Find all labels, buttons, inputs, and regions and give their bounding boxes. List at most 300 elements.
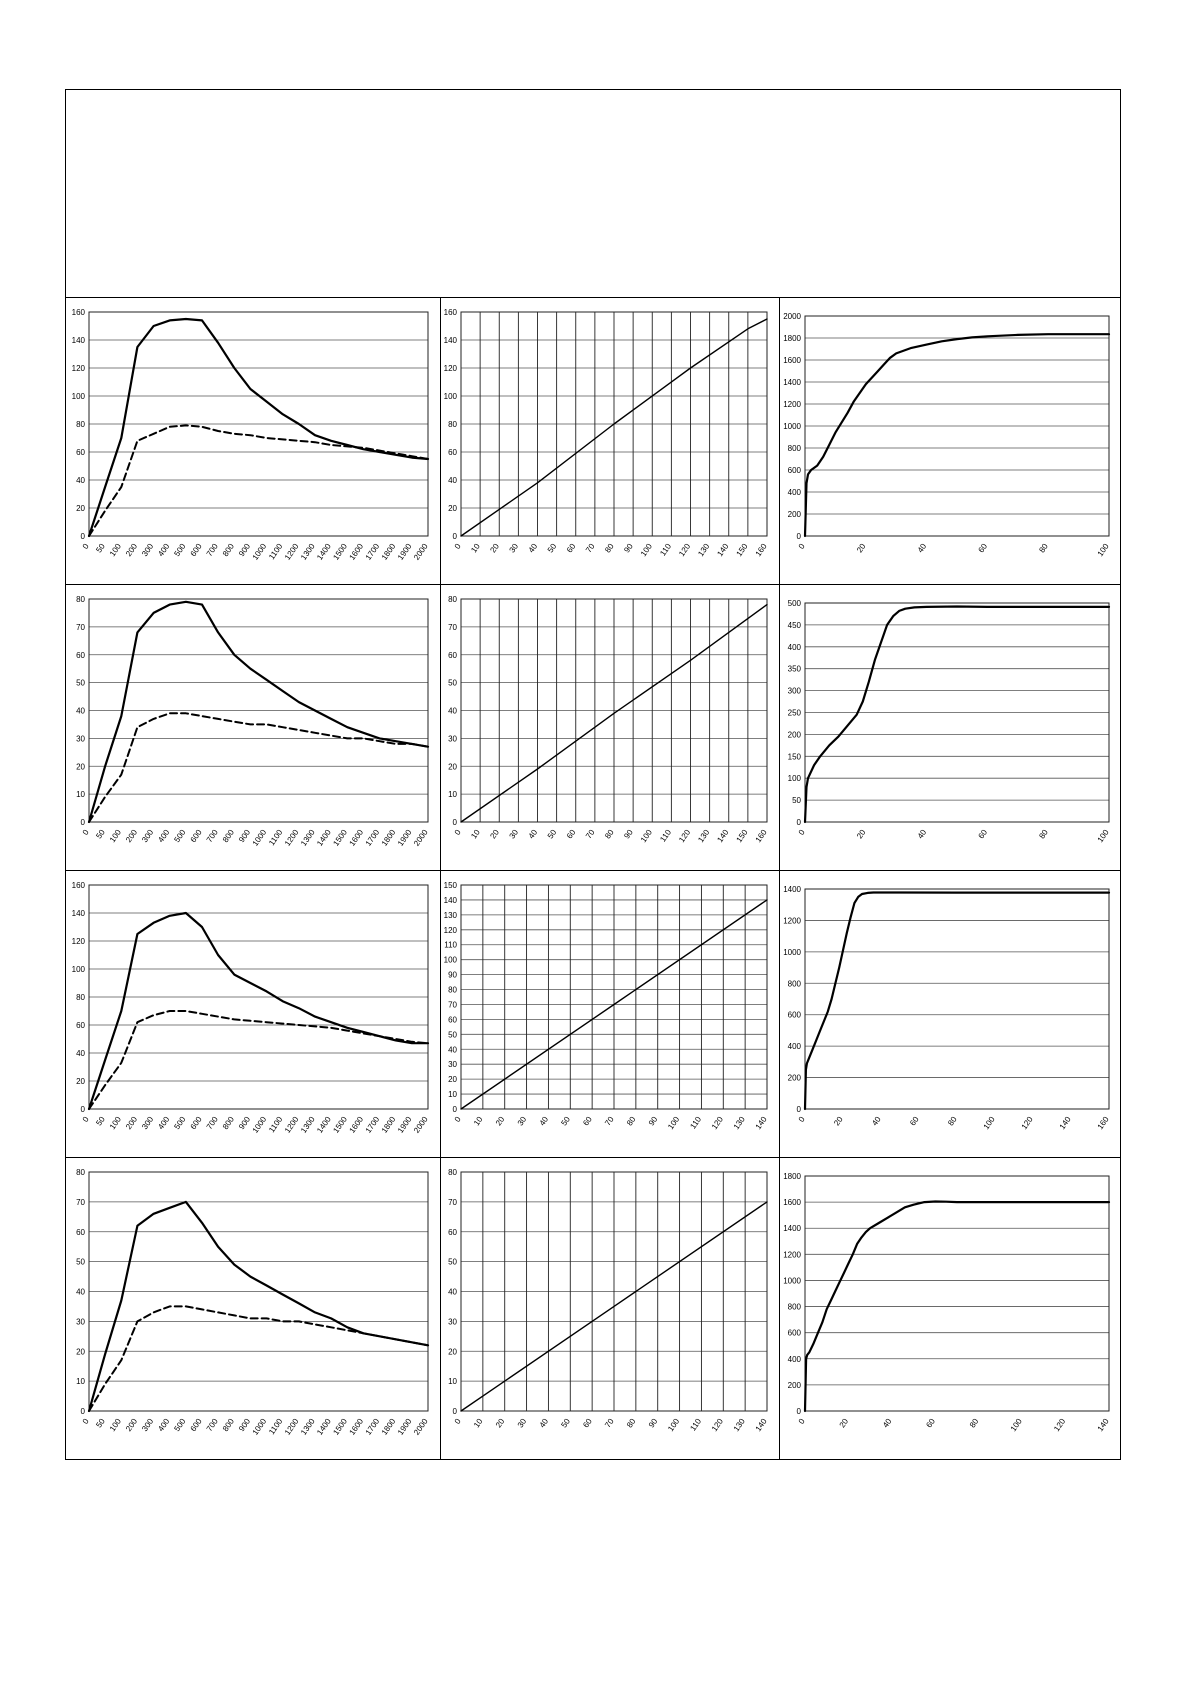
x-tick-label: 140 <box>715 541 731 559</box>
y-tick-label: 90 <box>448 970 457 980</box>
y-tick-label: 400 <box>787 642 801 652</box>
x-tick-label: 60 <box>908 1114 921 1128</box>
x-tick-label: 60 <box>581 1416 594 1430</box>
x-tick-label: 40 <box>870 1114 883 1128</box>
y-tick-label: 50 <box>76 678 85 688</box>
y-tick-label: 70 <box>448 1000 457 1010</box>
y-tick-label: 1600 <box>783 1198 801 1208</box>
x-tick-label: 140 <box>1095 1416 1111 1434</box>
x-tick-label: 150 <box>734 541 750 559</box>
x-tick-label: 800 <box>220 827 236 845</box>
x-tick-label: 90 <box>622 827 635 841</box>
x-tick-label: 0 <box>452 1416 463 1426</box>
y-tick-label: 0 <box>80 1407 85 1416</box>
x-tick-label: 0 <box>452 827 463 837</box>
chart-r1-c1 <box>66 298 440 584</box>
x-tick-label: 0 <box>796 827 807 837</box>
x-tick-label: 1700 <box>363 1416 382 1437</box>
x-tick-label: 800 <box>220 541 236 559</box>
y-tick-label: 0 <box>80 1105 85 1114</box>
figure-sheet <box>65 89 1121 1460</box>
chart-r4-c2 <box>441 1158 779 1459</box>
x-tick-label: 10 <box>472 1416 485 1430</box>
x-tick-label: 80 <box>625 1416 638 1430</box>
y-tick-label: 400 <box>787 1354 801 1364</box>
y-tick-label: 30 <box>76 1317 85 1327</box>
x-tick-label: 100 <box>107 1114 123 1132</box>
x-tick-label: 1400 <box>315 1416 333 1437</box>
plot-group <box>76 595 430 848</box>
x-tick-label: 50 <box>94 541 107 555</box>
x-tick-label: 20 <box>854 541 868 555</box>
x-tick-label: 1400 <box>315 1114 333 1135</box>
x-tick-label: 1100 <box>267 1114 285 1135</box>
y-tick-label: 1800 <box>783 1172 801 1181</box>
plot-group <box>72 881 430 1135</box>
x-tick-label: 60 <box>976 827 990 841</box>
x-tick-label: 100 <box>107 541 123 559</box>
series-line-dashed <box>89 1011 428 1109</box>
x-tick-label: 1500 <box>331 1114 349 1135</box>
x-tick-label: 120 <box>709 1416 725 1434</box>
x-tick-label: 700 <box>204 827 220 845</box>
y-tick-label: 1600 <box>783 356 801 365</box>
x-tick-label: 60 <box>581 1114 594 1128</box>
y-tick-label: 1000 <box>783 1276 801 1286</box>
y-tick-label: 80 <box>76 993 85 1002</box>
y-tick-label: 1400 <box>783 1224 801 1234</box>
y-tick-label: 40 <box>76 706 85 716</box>
plot-group <box>444 881 769 1131</box>
x-tick-label: 120 <box>1019 1114 1035 1132</box>
y-tick-label: 300 <box>787 686 801 696</box>
x-tick-label: 140 <box>753 1114 769 1132</box>
y-tick-label: 140 <box>443 336 457 345</box>
y-tick-label: 400 <box>787 1042 801 1052</box>
x-tick-label: 1700 <box>363 1114 382 1135</box>
x-tick-label: 100 <box>107 1416 123 1434</box>
x-tick-label: 1400 <box>315 541 333 562</box>
plot-area <box>805 889 1109 1109</box>
x-tick-label: 1000 <box>250 827 269 848</box>
y-tick-label: 800 <box>787 444 801 453</box>
y-tick-label: 350 <box>787 664 801 674</box>
plot-group <box>783 1172 1111 1433</box>
chart-r3-c1 <box>66 871 440 1157</box>
x-tick-label: 400 <box>156 541 172 559</box>
y-tick-label: 50 <box>448 678 457 688</box>
y-tick-label: 10 <box>76 790 85 800</box>
x-tick-label: 40 <box>915 541 929 555</box>
y-tick-label: 20 <box>76 1347 85 1357</box>
y-tick-label: 40 <box>448 476 457 485</box>
y-tick-label: 1000 <box>783 947 801 957</box>
y-tick-label: 40 <box>448 1045 457 1055</box>
plot-group <box>783 885 1111 1131</box>
chart-r1-c3 <box>780 298 1121 584</box>
y-tick-label: 130 <box>443 910 457 920</box>
x-tick-label: 1900 <box>395 827 414 848</box>
x-tick-label: 110 <box>658 541 674 558</box>
y-tick-label: 0 <box>796 532 801 541</box>
y-tick-label: 140 <box>443 895 457 905</box>
x-tick-label: 130 <box>731 1416 747 1434</box>
x-tick-label: 130 <box>696 827 712 845</box>
x-tick-label: 130 <box>731 1114 747 1132</box>
x-tick-label: 40 <box>915 827 929 841</box>
y-tick-label: 30 <box>448 1317 457 1327</box>
y-tick-label: 110 <box>444 940 457 950</box>
x-tick-label: 30 <box>515 1416 529 1430</box>
y-tick-label: 20 <box>448 504 457 513</box>
x-tick-label: 70 <box>584 541 597 555</box>
y-tick-label: 80 <box>76 1168 85 1177</box>
chart-r3-c3 <box>780 871 1121 1157</box>
y-tick-label: 80 <box>76 420 85 429</box>
x-tick-label: 110 <box>658 827 674 844</box>
x-tick-label: 300 <box>140 541 156 559</box>
y-tick-label: 80 <box>76 595 85 604</box>
x-tick-label: 1600 <box>347 827 366 848</box>
x-tick-label: 1500 <box>331 1416 349 1437</box>
y-tick-label: 10 <box>448 1377 457 1387</box>
y-tick-label: 60 <box>448 448 457 457</box>
y-tick-label: 600 <box>787 466 801 475</box>
x-tick-label: 0 <box>80 827 91 837</box>
x-tick-label: 50 <box>94 827 107 841</box>
x-tick-label: 20 <box>488 827 501 841</box>
x-tick-label: 200 <box>124 541 140 559</box>
y-tick-label: 0 <box>452 1407 457 1416</box>
x-tick-label: 200 <box>124 1114 140 1132</box>
y-tick-label: 1200 <box>783 916 801 926</box>
y-tick-label: 30 <box>448 734 457 744</box>
x-tick-label: 0 <box>80 1114 91 1124</box>
plot-area <box>805 1176 1109 1411</box>
x-tick-label: 30 <box>515 1114 529 1128</box>
x-tick-label: 600 <box>188 541 204 559</box>
x-tick-label: 0 <box>796 1114 807 1124</box>
x-tick-label: 120 <box>1052 1416 1068 1434</box>
plot-group <box>788 599 1111 844</box>
x-tick-label: 1100 <box>267 827 285 848</box>
x-tick-label: 160 <box>753 541 769 559</box>
x-tick-label: 40 <box>881 1416 894 1430</box>
y-tick-label: 60 <box>76 448 85 457</box>
y-tick-label: 60 <box>448 1227 457 1237</box>
y-tick-label: 20 <box>448 1075 457 1085</box>
y-tick-label: 450 <box>787 620 801 630</box>
x-tick-label: 10 <box>472 1114 485 1128</box>
x-tick-label: 140 <box>753 1416 769 1434</box>
x-tick-label: 80 <box>946 1114 959 1128</box>
x-tick-label: 1800 <box>379 827 398 848</box>
x-tick-label: 50 <box>545 541 559 555</box>
x-tick-label: 300 <box>140 1114 156 1132</box>
y-tick-label: 0 <box>80 818 85 827</box>
y-tick-label: 140 <box>71 909 85 918</box>
y-tick-label: 160 <box>71 308 85 317</box>
x-tick-label: 1600 <box>347 1114 366 1135</box>
x-tick-label: 900 <box>237 541 253 559</box>
x-tick-label: 140 <box>715 827 731 845</box>
y-tick-label: 1000 <box>783 422 801 431</box>
x-tick-label: 100 <box>638 827 654 845</box>
x-tick-label: 90 <box>646 1416 660 1430</box>
plot-group <box>76 1168 430 1437</box>
x-tick-label: 500 <box>172 541 188 559</box>
series-line-curve <box>805 893 1109 1110</box>
y-tick-label: 40 <box>448 706 457 716</box>
x-tick-label: 1300 <box>299 827 317 848</box>
y-tick-label: 100 <box>443 955 457 965</box>
y-tick-label: 40 <box>76 1049 85 1058</box>
plot-group <box>783 312 1111 558</box>
x-tick-label: 0 <box>452 541 463 551</box>
y-tick-label: 500 <box>787 599 801 608</box>
x-tick-label: 20 <box>854 827 868 841</box>
y-tick-label: 1200 <box>783 1250 801 1260</box>
y-tick-label: 20 <box>76 504 85 513</box>
x-tick-label: 90 <box>622 541 635 555</box>
y-tick-label: 20 <box>448 762 457 772</box>
y-tick-label: 800 <box>787 979 801 989</box>
y-tick-label: 50 <box>448 1030 457 1040</box>
y-tick-label: 120 <box>71 364 85 373</box>
y-tick-label: 1200 <box>783 400 801 409</box>
x-tick-label: 60 <box>564 541 578 555</box>
x-tick-label: 1100 <box>267 1416 285 1437</box>
y-tick-label: 600 <box>787 1010 801 1020</box>
x-tick-label: 80 <box>625 1114 638 1128</box>
series-line-solid <box>89 319 428 536</box>
x-tick-label: 200 <box>124 827 140 845</box>
x-tick-label: 100 <box>981 1114 997 1132</box>
y-tick-label: 10 <box>76 1377 85 1387</box>
chart-r2-c3 <box>780 585 1121 870</box>
chart-r4-c3 <box>780 1158 1121 1459</box>
x-tick-label: 900 <box>237 1416 253 1434</box>
x-tick-label: 0 <box>80 1416 91 1426</box>
x-tick-label: 50 <box>545 827 559 841</box>
x-tick-label: 0 <box>80 541 91 551</box>
x-tick-label: 80 <box>603 541 616 555</box>
x-tick-label: 160 <box>1095 1114 1111 1132</box>
x-tick-label: 1500 <box>331 827 349 848</box>
y-tick-label: 60 <box>76 1227 85 1237</box>
y-tick-label: 70 <box>448 622 457 632</box>
x-tick-label: 20 <box>488 541 501 555</box>
x-tick-label: 1300 <box>299 541 317 562</box>
x-tick-label: 1200 <box>282 1114 301 1135</box>
y-tick-label: 100 <box>787 774 801 784</box>
x-tick-label: 1900 <box>395 1114 414 1135</box>
y-tick-label: 20 <box>448 1347 457 1357</box>
y-tick-label: 80 <box>448 420 457 429</box>
x-tick-label: 80 <box>603 827 616 841</box>
y-tick-label: 50 <box>76 1257 85 1267</box>
x-tick-label: 50 <box>559 1416 572 1430</box>
chart-r3-c2 <box>441 871 779 1157</box>
x-tick-label: 80 <box>1037 541 1050 555</box>
x-tick-label: 80 <box>967 1416 981 1430</box>
y-tick-label: 100 <box>71 392 85 401</box>
series-line-dashed <box>89 425 428 536</box>
x-tick-label: 110 <box>688 1416 704 1433</box>
x-tick-label: 80 <box>1037 827 1050 841</box>
x-tick-label: 1600 <box>347 541 366 562</box>
y-tick-label: 600 <box>787 1328 801 1338</box>
x-tick-label: 140 <box>1057 1114 1073 1132</box>
x-tick-label: 900 <box>237 1114 253 1132</box>
y-tick-label: 400 <box>787 488 801 497</box>
x-tick-label: 110 <box>688 1114 704 1131</box>
y-tick-label: 200 <box>787 1073 801 1083</box>
y-tick-label: 0 <box>452 818 457 827</box>
y-tick-label: 10 <box>448 790 457 800</box>
y-tick-label: 70 <box>76 1197 85 1207</box>
y-tick-label: 250 <box>787 708 801 718</box>
x-tick-label: 150 <box>734 827 750 845</box>
y-tick-label: 80 <box>448 985 457 995</box>
y-tick-label: 80 <box>448 1168 457 1177</box>
y-tick-label: 30 <box>76 734 85 744</box>
x-tick-label: 1700 <box>363 827 382 848</box>
x-tick-label: 10 <box>469 541 482 555</box>
series-line-dashed <box>89 713 428 822</box>
x-tick-label: 1200 <box>282 541 301 562</box>
y-tick-label: 150 <box>787 752 801 762</box>
x-tick-label: 700 <box>204 1114 220 1132</box>
x-tick-label: 20 <box>493 1416 507 1430</box>
x-tick-label: 1200 <box>282 1416 301 1437</box>
x-tick-label: 20 <box>837 1416 851 1430</box>
x-tick-label: 70 <box>603 1416 616 1430</box>
series-line-curve <box>805 334 1109 536</box>
x-tick-label: 1500 <box>331 541 349 562</box>
y-tick-label: 160 <box>443 308 457 317</box>
x-tick-label: 400 <box>156 1114 172 1132</box>
y-tick-label: 0 <box>796 1407 801 1416</box>
x-tick-label: 160 <box>753 827 769 845</box>
y-tick-label: 60 <box>76 1021 85 1030</box>
x-tick-label: 40 <box>537 1114 551 1128</box>
y-tick-label: 70 <box>76 622 85 632</box>
x-tick-label: 130 <box>696 541 712 559</box>
y-tick-label: 50 <box>792 796 801 806</box>
x-tick-label: 400 <box>156 1416 172 1434</box>
series-line-dashed <box>89 1306 428 1411</box>
y-tick-label: 2000 <box>783 312 801 321</box>
x-tick-label: 1200 <box>282 827 301 848</box>
y-tick-label: 1800 <box>783 334 801 343</box>
x-tick-label: 700 <box>204 1416 220 1434</box>
x-tick-label: 50 <box>559 1114 572 1128</box>
plot-group <box>72 308 430 562</box>
plot-group <box>448 1168 769 1433</box>
plot-group <box>444 308 769 558</box>
x-tick-label: 1800 <box>379 1416 398 1437</box>
x-tick-label: 100 <box>638 541 654 559</box>
x-tick-label: 800 <box>220 1114 236 1132</box>
x-tick-label: 100 <box>1095 541 1111 559</box>
x-tick-label: 1000 <box>250 1416 269 1437</box>
x-tick-label: 0 <box>796 1416 807 1426</box>
x-tick-label: 10 <box>469 827 482 841</box>
y-tick-label: 120 <box>71 937 85 946</box>
x-tick-label: 40 <box>537 1416 551 1430</box>
x-tick-label: 800 <box>220 1416 236 1434</box>
y-tick-label: 0 <box>80 532 85 541</box>
y-tick-label: 120 <box>443 364 457 373</box>
x-tick-label: 2000 <box>412 827 430 848</box>
y-tick-label: 100 <box>443 392 457 401</box>
x-tick-label: 1300 <box>299 1416 317 1437</box>
x-tick-label: 40 <box>526 541 540 555</box>
x-tick-label: 500 <box>172 1114 188 1132</box>
x-tick-label: 600 <box>188 1114 204 1132</box>
y-tick-label: 60 <box>76 650 85 660</box>
y-tick-label: 10 <box>448 1090 457 1100</box>
x-tick-label: 50 <box>94 1114 107 1128</box>
x-tick-label: 60 <box>976 541 990 555</box>
x-tick-label: 600 <box>188 827 204 845</box>
y-tick-label: 160 <box>71 881 85 890</box>
x-tick-label: 1800 <box>379 541 398 562</box>
y-tick-label: 30 <box>448 1060 457 1070</box>
x-tick-label: 0 <box>796 541 807 551</box>
y-tick-label: 200 <box>787 1380 801 1390</box>
y-tick-label: 50 <box>448 1257 457 1267</box>
x-tick-label: 500 <box>172 1416 188 1434</box>
y-tick-label: 60 <box>448 650 457 660</box>
y-tick-label: 20 <box>76 762 85 772</box>
x-tick-label: 120 <box>709 1114 725 1132</box>
series-line-solid <box>89 913 428 1109</box>
x-tick-label: 0 <box>452 1114 463 1124</box>
x-tick-label: 200 <box>124 1416 140 1434</box>
chart-r4-c1 <box>66 1158 440 1459</box>
chart-r2-c2 <box>441 585 779 870</box>
x-tick-label: 100 <box>1008 1416 1024 1434</box>
x-tick-label: 20 <box>832 1114 845 1128</box>
x-tick-label: 100 <box>1095 827 1111 845</box>
y-tick-label: 150 <box>443 881 457 890</box>
y-tick-label: 1400 <box>783 885 801 894</box>
x-tick-label: 2000 <box>412 1416 430 1437</box>
y-tick-label: 200 <box>787 510 801 519</box>
y-tick-label: 80 <box>448 595 457 604</box>
x-tick-label: 30 <box>507 541 521 555</box>
y-tick-label: 0 <box>796 1105 801 1114</box>
x-tick-label: 300 <box>140 827 156 845</box>
x-tick-label: 100 <box>666 1416 682 1434</box>
x-tick-label: 600 <box>188 1416 204 1434</box>
x-tick-label: 300 <box>140 1416 156 1434</box>
x-tick-label: 100 <box>666 1114 682 1132</box>
x-tick-label: 1000 <box>250 541 269 562</box>
chart-r1-c2 <box>441 298 779 584</box>
x-tick-label: 1000 <box>250 1114 269 1135</box>
x-tick-label: 20 <box>493 1114 507 1128</box>
y-tick-label: 100 <box>71 965 85 974</box>
x-tick-label: 70 <box>603 1114 616 1128</box>
x-tick-label: 40 <box>526 827 540 841</box>
x-tick-label: 400 <box>156 827 172 845</box>
y-tick-label: 0 <box>452 532 457 541</box>
series-line-solid <box>89 602 428 822</box>
plot-group <box>448 595 769 844</box>
